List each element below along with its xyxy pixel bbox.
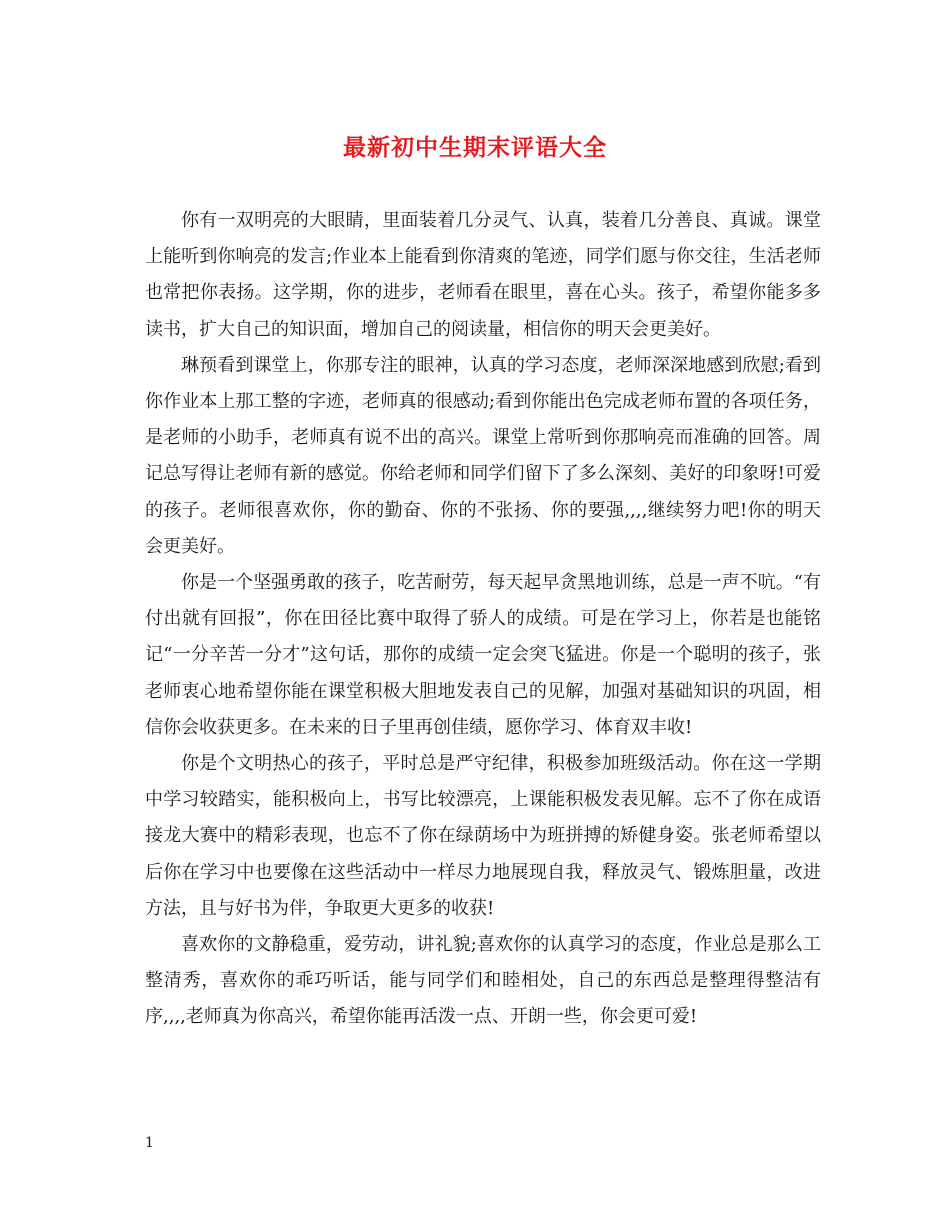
page-number: 1 <box>145 1135 154 1151</box>
paragraph-4: 你是个文明热心的孩子，平时总是严守纪律，积极参加班级活动。你在这一学期中学习较踏实，能积极向上，书写比较漂亮，上课能积极发表见解。忘不了你在成语接龙大赛中的精彩表现，也忘不了你在绿荫场中为班拼搏的矫健身姿。张老师希望以后你在学习中也要像在这些活动中一样尽力地展现自我，释放灵气、锻炼胆量，改进方法，且与好书为伴，争取更大更多的收获! <box>145 753 821 919</box>
document-title: 最新初中生期末评语大全 <box>343 134 607 161</box>
paragraph-1: 你有一双明亮的大眼睛，里面装着几分灵气、认真，装着几分善良、真诚。课堂上能听到你响亮的发言;作业本上能看到你清爽的笔迹，同学们愿与你交往，生活老师也常把你表扬。这学期，你的进步，老师看在眼里，喜在心头。孩子，希望你能多多读书，扩大自己的知识面，增加自己的阅读量，相信你的明天会更美好。 <box>145 210 821 340</box>
paragraph-5: 喜欢你的文静稳重，爱劳动，讲礼貌;喜欢你的认真学习的态度，作业总是那么工整清秀，喜欢你的乖巧听话，能与同学们和睦相处，自己的东西总是整理得整洁有序,,,,老师真为你高兴，希望你能再活泼一点、开朗一些，你会更可爱! <box>145 934 821 1028</box>
document-body <box>145 203 821 1036</box>
paragraph-3: 你是一个坚强勇敢的孩子，吃苦耐劳，每天起早贪黑地训练，总是一声不吭。“有付出就有回报”，你在田径比赛中取得了骄人的成绩。可是在学习上，你若是也能铭记“一分辛苦一分才”这句话，那你的成绩一定会突飞猛进。你是一个聪明的孩子，张老师衷心地希望你能在课堂积极大胆地发表自己的见解，加强对基础知识的巩固，相信你会收获更多。在未来的日子里再创佳绩，愿你学习、体育双丰收! <box>145 572 821 738</box>
paragraph-2: 琳预看到课堂上，你那专注的眼神，认真的学习态度，老师深深地感到欣慰;看到你作业本上那工整的字迹，老师真的很感动;看到你能出色完成老师布置的各项任务，是老师的小助手，老师真有说不出的高兴。课堂上常听到你那响亮而准确的回答。周记总写得让老师有新的感觉。你给老师和同学们留下了多么深刻、美好的印象呀!可爱的孩子。老师很喜欢你，你的勤奋、你的不张扬、你的要强,,,,继续努力吧!你的明天会更美好。 <box>145 354 821 557</box>
